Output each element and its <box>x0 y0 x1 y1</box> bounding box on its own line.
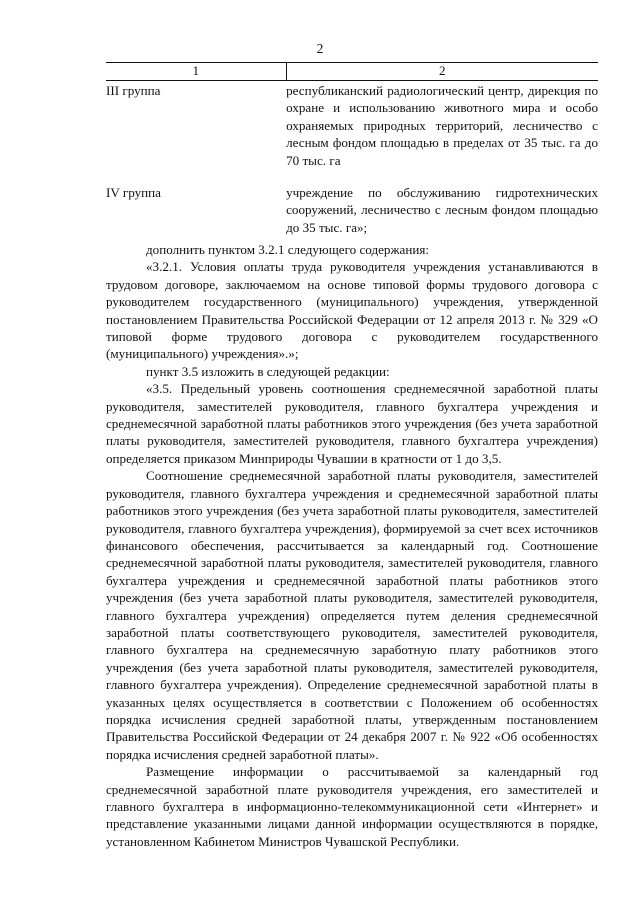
page-number: 2 <box>316 41 324 56</box>
group-description-cell: республиканский радиологический центр, дирекция по охране и использованию животного мира и особо охраняемых природных территорий, лесничество с лесным фондом площадью в пределах от 35 тыс. га до 70 тыс. га <box>286 83 598 168</box>
group-name-cell: IV группа <box>106 185 161 201</box>
table-header-col-2: 2 <box>286 63 598 81</box>
table-header-col-1: 1 <box>106 63 286 81</box>
paragraph-amend-intro: дополнить пунктом 3.2.1 следующего содержания: <box>146 242 429 257</box>
paragraph-publication: Размещение информации о рассчитываемой за календарный год среднемесячной заработной плате руководителя учреждения, его заместителей и главного бухгалтера в информационно-телекоммуникационной сети «Интернет» и представление указанными лицами данной информации осуществляются в порядке, установленном Кабинетом Министров Чувашской Республики. <box>106 764 598 849</box>
paragraph-ratio: Соотношение среднемесячной заработной платы руководителя, заместителей руководителя, главного бухгалтера учреждения и среднемесячной заработной платы работников этого учреждения (без учета заработной платы руководителя, заместителей руководителя, главного бухгалтера учреждения), формируемой за счет всех источников финансового обеспечения, рассчитывается за календарный год. Соотношение среднемесячной заработной платы руководителя, заместителей руководителя, главного бухгалтера учреждения и среднемесячной заработной платы работников этого учреждения (без учета заработной платы руководителя, заместителей руководителя, главного бухгалтера учреждения) определяется путем деления среднемесячной заработной платы соответствующего руководителя, заместителей руководителя, главного бухгалтера на среднемесячную заработную плату работников этого учреждения (без учета заработной платы руководителя, заместителей руководителя, главного бухгалтера учреждения). Определение среднемесячной заработной платы в указанных целях осуществляется в соответствии с Положением об особенностях порядка исчисления средней заработной платы, утвержденным постановлением Правительства Российской Федерации от 24 декабря 2007 г. № 922 «Об особенностях порядка исчисления средней заработной платы». <box>106 468 598 762</box>
groups-table <box>106 62 598 236</box>
paragraph-3-5-intro: пункт 3.5 изложить в следующей редакции: <box>146 363 390 379</box>
table-header-row <box>106 63 598 81</box>
group-name-cell: III группа <box>106 83 161 98</box>
table-row <box>106 81 598 170</box>
table-row <box>106 169 598 236</box>
paragraph-3-2-1: «3.2.1. Условия оплаты труда руководителя учреждения устанавливаются в трудовом договоре, заключаемом на основе типовой формы трудового договора с руководителем государственного (муниципального) учреждения, утвержденной постановлением Правительства Российской Федерации от 12 апреля 2013 г. № 329 «О типовой форме трудового договора с руководителем государственного (муниципального) учреждения».»; <box>106 259 598 362</box>
paragraph-3-5: «3.5. Предельный уровень соотношения среднемесячной заработной платы руководителя, заместителей руководителя, главного бухгалтера учреждения и среднемесячной заработной платы работников этого учреждения (без учета заработной платы руководителя, заместителей руководителя, главного бухгалтера учреждения) определяется приказом Минприроды Чувашии в кратности от 1 до 3,5. <box>106 381 598 466</box>
group-description-cell: учреждение по обслуживанию гидротехнических сооружений, лесничество с лесным фондом площадью до 35 тыс. га»; <box>286 185 598 235</box>
document-body <box>106 241 598 850</box>
